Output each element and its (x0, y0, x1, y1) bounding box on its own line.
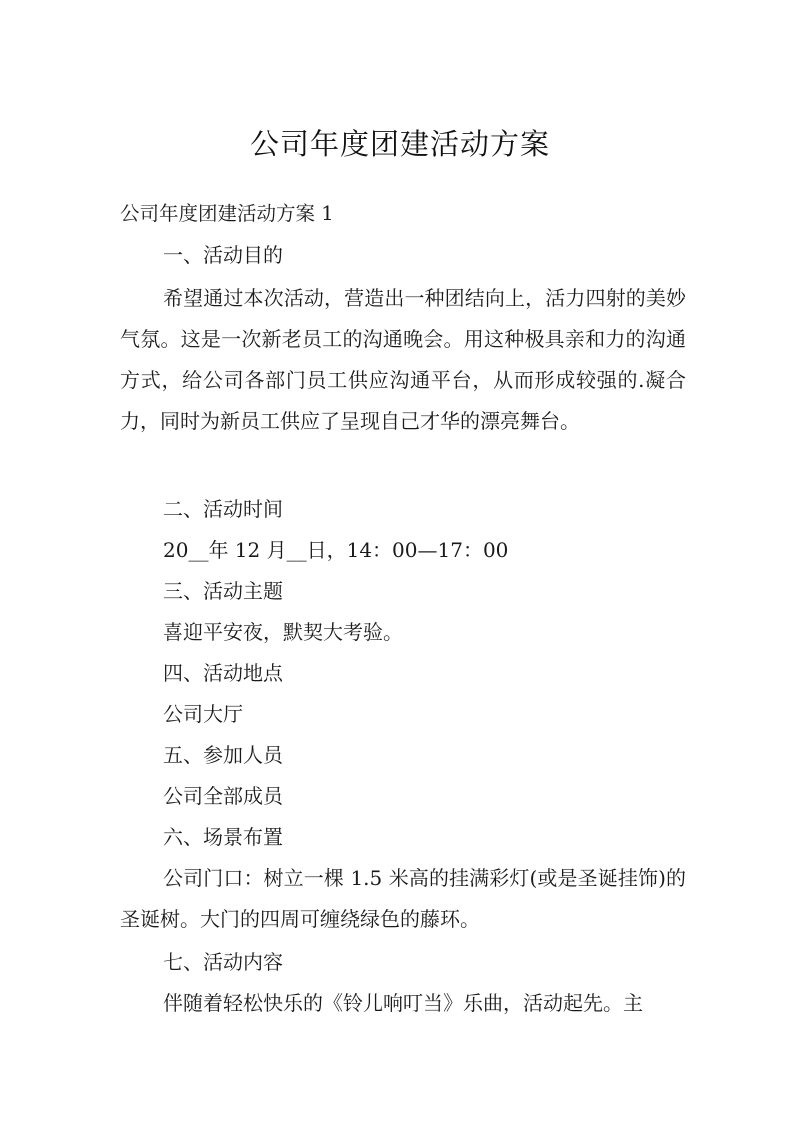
section-heading-location: 四、活动地点 (163, 661, 283, 685)
section-text-location: 公司大厅 (163, 702, 243, 726)
section-heading-participants: 五、参加人员 (163, 743, 283, 767)
document-body-part-2 (120, 489, 686, 1024)
section-text-purpose: 希望通过本次活动，营造出一种团结向上，活力四射的美妙气氛。这是一次新老员工的沟通晚会。用这种极具亲和力的沟通方式，给公司各部门员工供应沟通平台，从而形成较强的.凝合力，同时为新员工供应了呈现自己才华的漂亮舞台。 (120, 286, 686, 433)
section-heading-content: 七、活动内容 (163, 950, 283, 974)
document-title: 公司年度团建活动方案 (249, 127, 550, 161)
section-heading-theme: 三、活动主题 (163, 579, 283, 603)
section-heading-time: 二、活动时间 (163, 497, 283, 521)
section-text-theme: 喜迎平安夜，默契大考验。 (163, 620, 403, 644)
section-text-content: 伴随着轻松快乐的《铃儿响叮当》乐曲，活动起先。主 (163, 991, 643, 1015)
document-subtitle: 公司年度团建活动方案 1 (120, 202, 334, 225)
section-heading-setup: 六、场景布置 (163, 825, 283, 849)
document-body (120, 235, 686, 442)
section-heading-purpose: 一、活动目的 (163, 243, 283, 267)
section-text-participants: 公司全部成员 (163, 784, 283, 808)
section-text-time: 20__年 12 月__日，14：00—17：00 (163, 538, 509, 562)
section-text-setup: 公司门口：树立一棵 1.5 米高的挂满彩灯(或是圣诞挂饰)的圣诞树。大门的四周可缠绕绿色的藤环。 (120, 866, 686, 931)
